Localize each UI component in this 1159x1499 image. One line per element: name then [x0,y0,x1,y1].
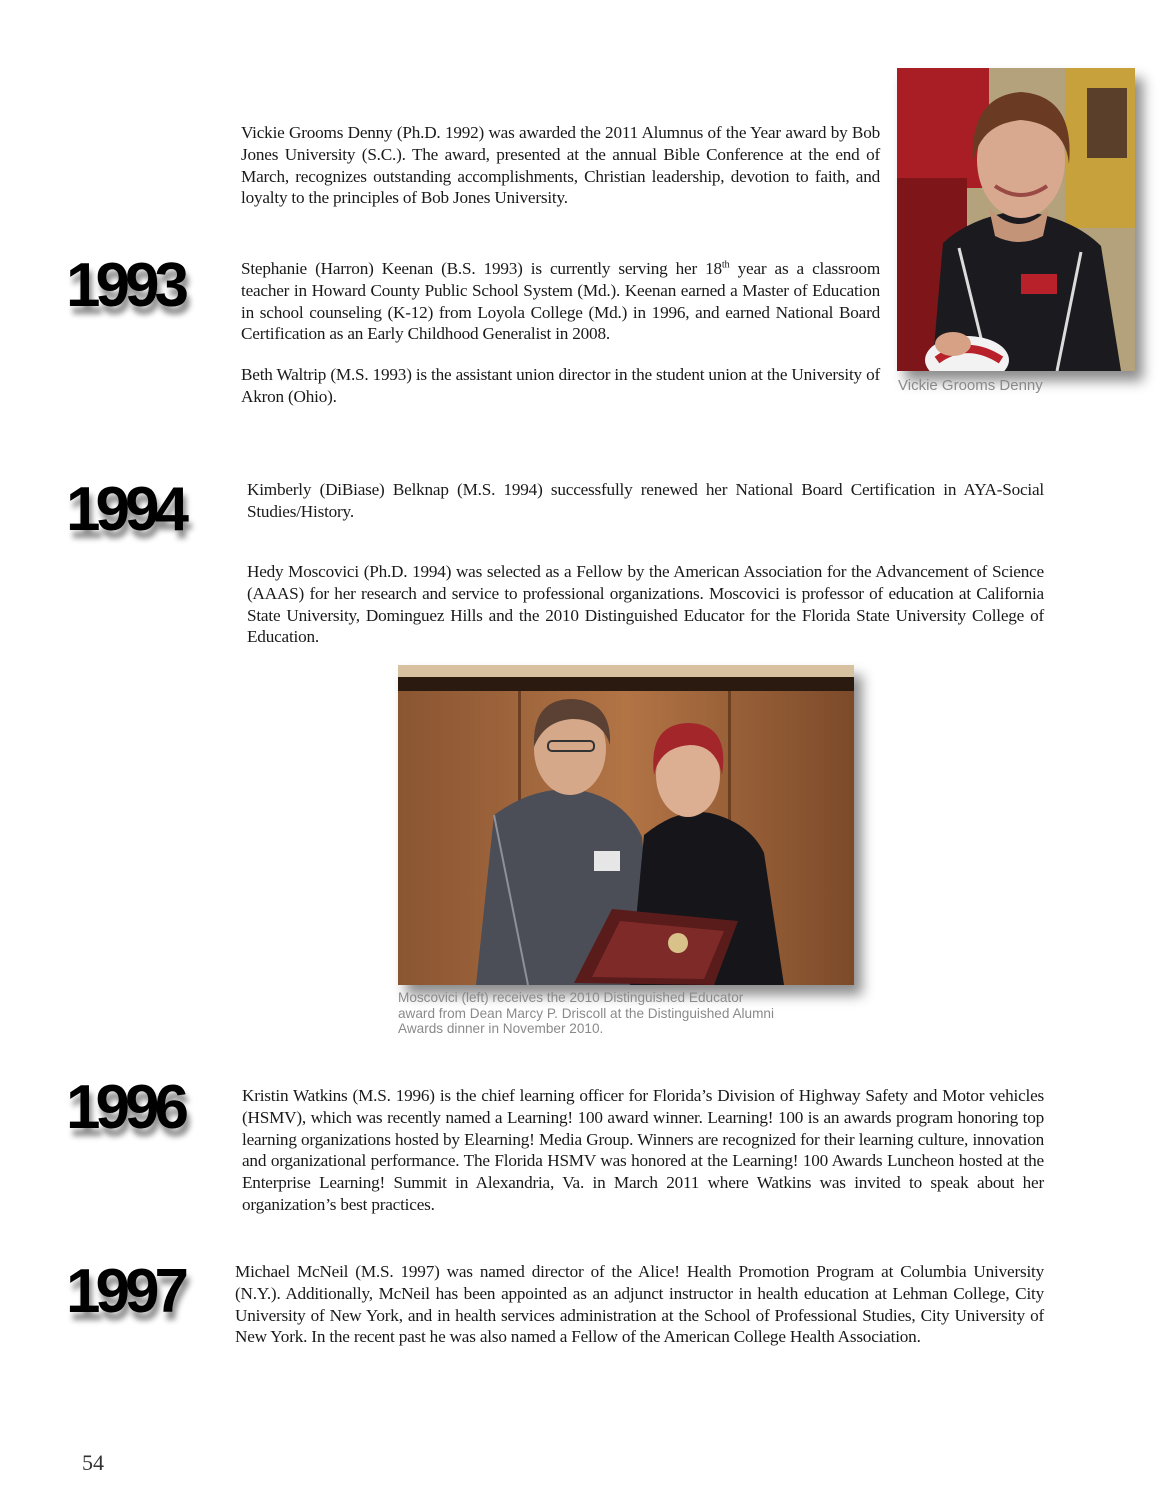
paragraph-keenan [241,258,880,345]
photo-moscovici-award [398,665,854,985]
keenan-ordinal-suffix: th [721,259,730,271]
year-heading-1994: 1994 [66,475,184,544]
caption-moscovici: Moscovici (left) receives the 2010 Distinguished Educator award from Dean Marcy P. Driscoll at the Distinguished Alumni Awards dinner in November 2010. [398,990,774,1037]
page-number: 54 [82,1450,104,1475]
year-heading-1996: 1996 [66,1073,184,1142]
portrait-illustration [897,68,1135,371]
keenan-text-end: year as a classroom teacher in Howard County Public School System (Md.). Keenan earned a Master of Education in school counseling (K-12) from Loyola College (Md.) in 1996, and earned National Board Certification as an Early Childhood Generalist in 2008. [241,259,880,344]
photo-vickie-grooms-denny [897,68,1135,371]
paragraph-mcneil: Michael McNeil (M.S. 1997) was named director of the Alice! Health Promotion Program at Columbia University (N.Y.). Additionally, McNeil has been appointed as an adjunct instructor in health education at Lehman College, City University of New York, and in health services administration at the School of Professional Studies, City University of New York. In the recent past he was also named a Fellow of the American College Health Association. [235,1262,1044,1347]
paragraph-waltrip: Beth Waltrip (M.S. 1993) is the assistant union director in the student union at the University of Akron (Ohio). [241,365,880,406]
keenan-text-start: Stephanie (Harron) Keenan (B.S. 1993) is currently serving her 18 [241,259,722,278]
paragraph-denny: Vickie Grooms Denny (Ph.D. 1992) was awarded the 2011 Alumnus of the Year award by Bob Jones University (S.C.). The award, presented at the annual Bible Conference at the end of March, recognizes outstanding accomplishments, Christian leadership, devotion to faith, and loyalty to the principles of Bob Jones University. [241,123,880,208]
year-heading-1993: 1993 [66,251,184,320]
award-photo-illustration [398,665,854,985]
year-heading-1997: 1997 [66,1257,184,1326]
caption-denny: Vickie Grooms Denny [898,377,1043,394]
paragraph-belknap: Kimberly (DiBiase) Belknap (M.S. 1994) successfully renewed her National Board Certification in AYA-Social Studies/History. [247,480,1044,521]
paragraph-watkins: Kristin Watkins (M.S. 1996) is the chief learning officer for Florida’s Division of Highway Safety and Motor vehicles (HSMV), which was recently named a Learning! 100 award winner. Learning! 100 is an awards program honoring top learning organizations hosted by Elearning! Media Group. Winners are recognized for their learning culture, innovation and organizational performance. The Florida HSMV was honored at the Learning! 100 Awards Luncheon hosted at the Enterprise Learning! Summit in Alexandria, Va. in March 2011 where Watkins was invited to speak about her organization’s best practices. [242,1086,1044,1214]
paragraph-moscovici: Hedy Moscovici (Ph.D. 1994) was selected as a Fellow by the American Association for the Advancement of Science (AAAS) for her research and service to professional organizations. Moscovici is professor of education at California State University, Dominguez Hills and the 2010 Distinguished Educator for the Florida State University College of Education. [247,562,1044,647]
